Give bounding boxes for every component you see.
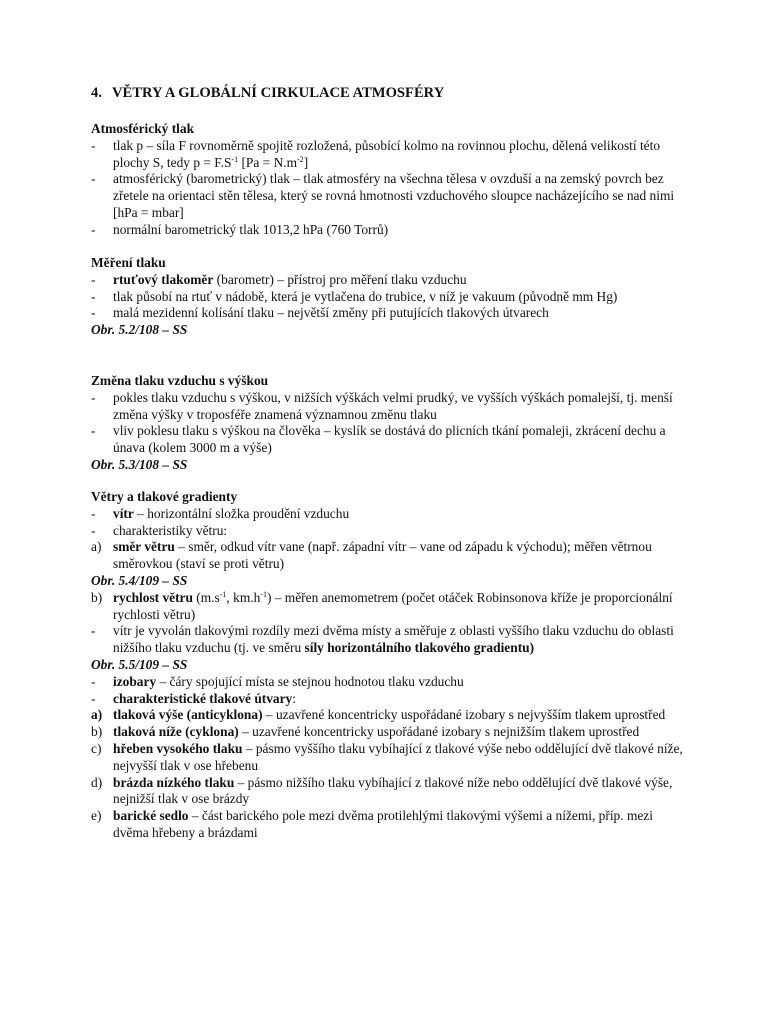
list-item xyxy=(91,222,691,239)
list-marker: e) xyxy=(91,808,102,824)
section-zmena-tlaku xyxy=(91,373,691,474)
text-run: – čáry spojující místa se stejnou hodnotou tlaku vzduchu xyxy=(156,673,464,689)
bold-term: tlaková níže (cyklona) xyxy=(113,724,239,740)
list-marker: - xyxy=(91,137,96,153)
list-item xyxy=(91,623,691,657)
text-run: ] xyxy=(303,154,309,170)
text-run: – pásmo vyššího tlaku vybíhající z tlakové výše nebo oddělující dvě tlakové níže, nejvyšší tlak v ose hřebenu xyxy=(113,740,683,773)
list-item-text xyxy=(113,506,691,523)
text-run: [Pa = N.m xyxy=(238,154,298,170)
list-item xyxy=(91,390,691,424)
list-item xyxy=(91,289,691,306)
list-marker: - xyxy=(91,305,96,321)
list-marker: a) xyxy=(91,707,103,723)
figure-reference: Obr. 5.2/108 – SS xyxy=(91,322,188,338)
text-run: – směr, odkud vítr vane (např. západní vítr – vane od západu k východu); měřen větrnou směrovkou (staví se proti větru) xyxy=(113,539,652,572)
bold-term: rychlost větru xyxy=(113,589,193,605)
bold-term: vítr xyxy=(113,505,134,521)
section-heading: Atmosférický tlak xyxy=(91,121,195,136)
superscript: -1 xyxy=(260,589,267,599)
list-item xyxy=(91,707,691,724)
list-item-text xyxy=(113,590,691,624)
list-marker: - xyxy=(91,171,96,187)
list-item-text xyxy=(113,138,691,172)
text-run: pokles tlaku vzduchu s výškou, v nižších výškách velmi prudký, ve vyšších výškách pomalejší, tj. menší změna výšky v troposféře znamená významnou změnu tlaku xyxy=(113,389,673,422)
list-item xyxy=(91,171,691,221)
bold-term: tlaková výše (anticyklona) xyxy=(113,707,263,723)
list-marker: - xyxy=(91,288,96,304)
text-run: normální barometrický tlak 1013,2 hPa (760 Torrů) xyxy=(113,221,389,237)
section-heading: Měření tlaku xyxy=(91,255,166,270)
text-run: (m.s xyxy=(192,589,220,605)
list-item-text xyxy=(113,523,691,540)
list-item xyxy=(91,724,691,741)
list-marker: - xyxy=(91,690,96,706)
list-item xyxy=(91,523,691,540)
superscript: -1 xyxy=(231,154,239,164)
bold-term: izobary xyxy=(113,673,157,689)
figure-reference: Obr. 5.3/108 – SS xyxy=(91,456,188,472)
text-run: – uzavřené koncentricky uspořádané izobary s nejvyšším tlakem uprostřed xyxy=(262,707,666,723)
chapter-number: 4. xyxy=(91,85,102,101)
list-marker: - xyxy=(91,389,96,405)
text-run: tlak působí na rtuť v nádobě, která je vytlačena do trubice, v níž je vakuum (původně mm Hg) xyxy=(113,288,618,304)
list-item xyxy=(91,775,691,809)
text-run: ) – měřen anemometrem (počet otáček Robinsonova kříže je proporcionální rychlosti větru) xyxy=(113,589,673,622)
list-item-text xyxy=(113,674,691,691)
list-marker: - xyxy=(91,505,96,521)
list-marker: b) xyxy=(91,589,103,605)
list-item-text xyxy=(113,222,691,239)
bold-term: síly horizontálního tlakového gradientu) xyxy=(304,640,535,656)
list-item-text xyxy=(113,724,691,741)
text-run: tlak p – síla F rovnoměrně spojitě rozložená, působící kolmo na rovinnou plochu, dělená velikostí této plochy S, tedy p = F.S xyxy=(113,137,661,170)
list-item-text xyxy=(113,623,691,657)
list-item xyxy=(91,539,691,573)
list-item-text xyxy=(113,171,691,221)
list-item-text xyxy=(113,305,691,322)
list-marker: - xyxy=(91,221,96,237)
list-item-text xyxy=(113,423,691,457)
figure-reference: Obr. 5.4/109 – SS xyxy=(91,572,188,588)
section-atmosfericky-tlak xyxy=(91,121,691,239)
list-item-text xyxy=(113,390,691,424)
list-marker: - xyxy=(91,623,96,639)
list-item-text xyxy=(113,272,691,289)
list-item xyxy=(91,305,691,322)
text-run: – pásmo nižšího tlaku vybíhající z tlakové níže nebo oddělující dvě tlakové výše, nejnižší tlak v ose brázdy xyxy=(113,774,673,807)
section-vetry-gradienty xyxy=(91,489,691,842)
list-item-text xyxy=(113,741,691,775)
list-item xyxy=(91,138,691,172)
text-run: , km.h xyxy=(226,589,261,605)
list-marker: - xyxy=(91,673,96,689)
list-item xyxy=(91,691,691,708)
text-run: – horizontální složka proudění vzduchu xyxy=(133,505,350,521)
list-marker: - xyxy=(91,423,96,439)
superscript: -2 xyxy=(297,154,304,164)
chapter-title xyxy=(91,85,444,102)
list-marker: a) xyxy=(91,539,102,555)
text-run: atmosférický (barometrický) tlak – tlak atmosféry na všechna tělesa v ovzduší a na zemský povrch bez zřetele na orientaci stěn tělesa, který se rovná hmotnosti vzduchového sloupce nacházejícího se nad nimi [hPa = mbar] xyxy=(113,171,675,220)
bold-term: barické sedlo xyxy=(113,808,189,824)
text-run: malá mezidenní kolísání tlaku – největší změny při putujících tlakových útvarech xyxy=(113,305,549,321)
list-item xyxy=(91,423,691,457)
superscript: -1 xyxy=(219,589,227,599)
list-item-text xyxy=(113,707,691,724)
list-marker: d) xyxy=(91,774,103,790)
section-mereni-tlaku xyxy=(91,255,691,339)
bold-term: brázda nízkého tlaku xyxy=(113,774,235,790)
bold-term: rtuťový tlakoměr xyxy=(113,271,214,287)
list-marker: c) xyxy=(91,740,102,756)
list-marker: - xyxy=(91,522,96,538)
list-item xyxy=(91,590,691,624)
list-item-text xyxy=(113,539,691,573)
bold-term: směr větru xyxy=(113,539,175,555)
bold-term: hřeben vysokého tlaku xyxy=(113,740,243,756)
list-item xyxy=(91,741,691,775)
list-item xyxy=(91,272,691,289)
text-run: – část barického pole mezi dvěma protilehlými tlakovými výšemi a nížemi, příp. mezi dvěma hřebeny a brázdami xyxy=(113,808,653,840)
section-heading: Větry a tlakové gradienty xyxy=(91,489,238,504)
list-marker: - xyxy=(91,271,96,287)
chapter-title-text: VĚTRY A GLOBÁLNÍ CIRKULACE ATMOSFÉRY xyxy=(112,85,445,101)
list-item-text xyxy=(113,808,691,842)
list-item-text xyxy=(113,775,691,809)
figure-reference: Obr. 5.5/109 – SS xyxy=(91,656,188,672)
text-run: vliv poklesu tlaku s výškou na člověka – kyslík se dostává do plicních tkání pomaleji, zkrácení dechu a únava (kolem 3000 m a výše) xyxy=(113,423,666,456)
list-item-text xyxy=(113,289,691,306)
text-run: charakteristiky větru: xyxy=(113,522,228,538)
list-item xyxy=(91,506,691,523)
section-heading: Změna tlaku vzduchu s výškou xyxy=(91,373,269,388)
text-run: (barometr) – přístroj pro měření tlaku vzduchu xyxy=(213,271,467,287)
text-run: vítr je vyvolán tlakovými rozdíly mezi dvěma místy a směřuje z oblasti vyššího tlaku vzduchu do oblasti nižšího tlaku vzduchu (tj. ve směru xyxy=(113,623,674,656)
list-marker: b) xyxy=(91,724,103,740)
list-item-text xyxy=(113,691,691,708)
list-item xyxy=(91,674,691,691)
text-run: : xyxy=(292,690,296,706)
list-item xyxy=(91,808,691,842)
bold-term: charakteristické tlakové útvary xyxy=(113,690,293,706)
text-run: – uzavřené koncentricky uspořádané izobary s nejnižším tlakem uprostřed xyxy=(238,724,640,740)
